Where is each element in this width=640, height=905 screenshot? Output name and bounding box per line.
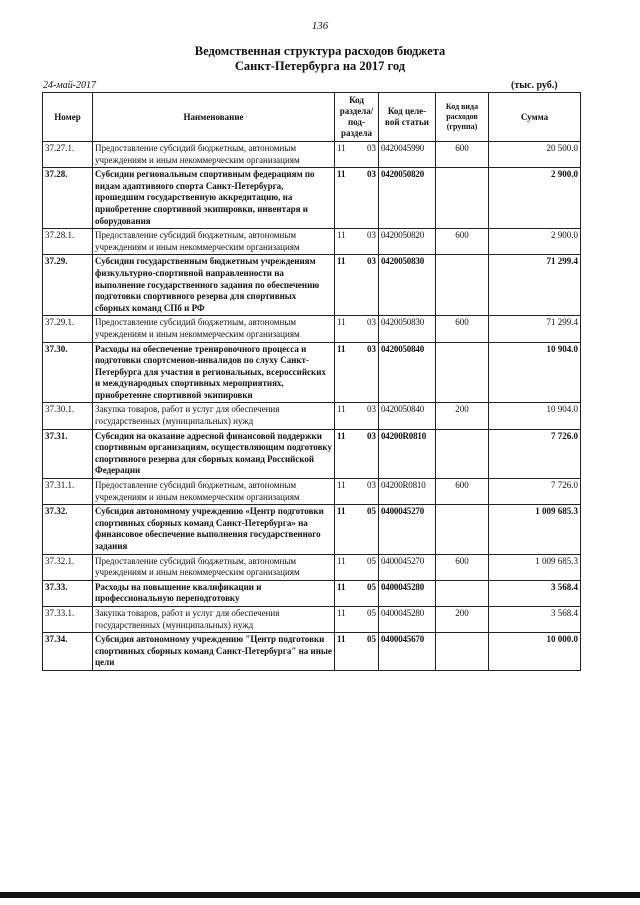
row-name: Субсидия на оказание адресной финансовой поддержки спортивным организациям, осуществляющим подготовку спортивного резерва для сборных команд Российской Федерации xyxy=(93,429,335,478)
row-name: Закупка товаров, работ и услуг для обеспечения государственных (муниципальных) нужд xyxy=(93,403,335,429)
row-name: Субсидии региональным спортивным федерациям по видам адаптивного спорта Санкт-Петербурга, прошедшим государственную аккредитацию, на приобретение спортивной экипировки, инвентаря и оборудования xyxy=(93,168,335,229)
row-section-code: 11 xyxy=(337,581,346,592)
table-row xyxy=(43,229,581,255)
row-kvr: 600 xyxy=(436,554,489,580)
row-number: 37.33.1. xyxy=(43,606,93,632)
row-section xyxy=(335,580,379,606)
row-sum: 20 500.0 xyxy=(489,142,581,168)
table-row xyxy=(43,479,581,505)
row-target-code: 0400045670 xyxy=(379,633,436,671)
title-line-2: Санкт-Петербурга на 2017 год xyxy=(234,59,406,73)
row-section-code: 11 xyxy=(337,607,346,618)
row-number: 37.32. xyxy=(43,505,93,554)
table-row xyxy=(43,606,581,632)
table-row xyxy=(43,554,581,580)
row-subsection-code: 03 xyxy=(367,230,376,241)
table-header-row xyxy=(43,93,581,142)
header-section: Код раздела/ под-раздела xyxy=(335,93,379,142)
row-kvr: 600 xyxy=(436,142,489,168)
row-subsection-code: 03 xyxy=(367,480,376,491)
row-section-code: 11 xyxy=(337,555,346,566)
row-number: 37.28. xyxy=(43,168,93,229)
row-section-code: 11 xyxy=(337,169,346,180)
row-target-code: 0420050840 xyxy=(379,342,436,403)
table-row xyxy=(43,316,581,342)
row-target-code: 0420050830 xyxy=(379,255,436,316)
row-number: 37.29. xyxy=(43,255,93,316)
units-label: (тыс. руб.) xyxy=(511,80,558,91)
header-kvr: Код вида расходов (группа) xyxy=(436,93,489,142)
row-number: 37.27.1. xyxy=(43,142,93,168)
row-subsection-code: 03 xyxy=(367,343,376,354)
row-section xyxy=(335,342,379,403)
row-sum: 71 299.4 xyxy=(489,316,581,342)
row-kvr xyxy=(436,342,489,403)
row-number: 37.29.1. xyxy=(43,316,93,342)
row-name: Предоставление субсидий бюджетным, автономным учреждениям и иным некоммерческим организациям xyxy=(93,554,335,580)
row-number: 37.34. xyxy=(43,633,93,671)
row-section xyxy=(335,606,379,632)
row-section-code: 11 xyxy=(337,343,346,354)
row-section xyxy=(335,403,379,429)
row-target-code: 0400045270 xyxy=(379,505,436,554)
row-name: Субсидия автономному учреждению «Центр подготовки спортивных сборных команд Санкт-Петербурга» на финансовое обеспечение выполнения государственного задания xyxy=(93,505,335,554)
row-subsection-code: 05 xyxy=(367,506,376,517)
table-row xyxy=(43,403,581,429)
document-date: 24-май-2017 xyxy=(43,80,97,91)
row-name: Субсидии государственным бюджетным учреждениям физкультурно-спортивной направленности на выполнение государственного задания по обеспечению подготовки спортивного резерва для спортивных сборных команд СПб и РФ xyxy=(93,255,335,316)
row-section-code: 11 xyxy=(337,230,346,241)
header-name: Наименование xyxy=(93,93,335,142)
row-section-code: 11 xyxy=(337,256,346,267)
document-title xyxy=(0,44,640,74)
row-target-code: 0400045270 xyxy=(379,554,436,580)
scan-bottom-edge xyxy=(0,892,640,898)
row-subsection-code: 03 xyxy=(367,256,376,267)
row-kvr xyxy=(436,505,489,554)
row-target-code: 0420050830 xyxy=(379,316,436,342)
row-subsection-code: 05 xyxy=(367,555,376,566)
row-kvr: 600 xyxy=(436,316,489,342)
row-number: 37.33. xyxy=(43,580,93,606)
row-number: 37.31. xyxy=(43,429,93,478)
row-section-code: 11 xyxy=(337,480,346,491)
table-row xyxy=(43,580,581,606)
row-target-code: 0400045280 xyxy=(379,606,436,632)
page-number: 136 xyxy=(311,20,329,32)
row-section-code: 11 xyxy=(337,430,346,441)
row-name: Предоставление субсидий бюджетным, автономным учреждениям и иным некоммерческим организациям xyxy=(93,479,335,505)
row-section xyxy=(335,429,379,478)
row-target-code: 0400045280 xyxy=(379,580,436,606)
row-kvr xyxy=(436,633,489,671)
row-section-code: 11 xyxy=(337,404,346,415)
table-row xyxy=(43,429,581,478)
row-name: Расходы на обеспечение тренировочного процесса и подготовки спортсменов-инвалидов по слуху Санкт-Петербурга для участия в региональных, всероссийских и международных спортивных мероприятиях, приобретение спортивной экипировки xyxy=(93,342,335,403)
row-sum: 10 904.0 xyxy=(489,342,581,403)
row-name: Закупка товаров, работ и услуг для обеспечения государственных (муниципальных) нужд xyxy=(93,606,335,632)
table-row xyxy=(43,633,581,671)
budget-table xyxy=(42,92,581,671)
row-section xyxy=(335,479,379,505)
row-section-code: 11 xyxy=(337,317,346,328)
row-name: Субсидия автономному учреждению "Центр подготовки спортивных сборных команд Санкт-Петербурга" на иные цели xyxy=(93,633,335,671)
row-name: Расходы на повышение квалификации и профессиональную переподготовку xyxy=(93,580,335,606)
row-section xyxy=(335,255,379,316)
row-sum: 2 900.0 xyxy=(489,229,581,255)
row-name: Предоставление субсидий бюджетным, автономным учреждениям и иным некоммерческим организациям xyxy=(93,142,335,168)
row-sum: 71 299.4 xyxy=(489,255,581,316)
row-section xyxy=(335,168,379,229)
row-target-code: 0420050840 xyxy=(379,403,436,429)
row-section xyxy=(335,633,379,671)
row-kvr xyxy=(436,429,489,478)
row-section-code: 11 xyxy=(337,506,346,517)
row-number: 37.30. xyxy=(43,342,93,403)
row-name: Предоставление субсидий бюджетным, автономным учреждениям и иным некоммерческим организациям xyxy=(93,229,335,255)
header-sum: Сумма xyxy=(489,93,581,142)
row-subsection-code: 05 xyxy=(367,581,376,592)
table-row xyxy=(43,342,581,403)
row-target-code: 04200R0810 xyxy=(379,479,436,505)
row-kvr: 200 xyxy=(436,606,489,632)
row-kvr xyxy=(436,168,489,229)
row-target-code: 0420050820 xyxy=(379,168,436,229)
header-target: Код целе-вой статьи xyxy=(379,93,436,142)
row-section-code: 11 xyxy=(337,634,346,645)
row-number: 37.32.1. xyxy=(43,554,93,580)
row-number: 37.30.1. xyxy=(43,403,93,429)
row-section xyxy=(335,505,379,554)
row-kvr xyxy=(436,255,489,316)
row-subsection-code: 05 xyxy=(367,634,376,645)
row-target-code: 0420045990 xyxy=(379,142,436,168)
row-kvr xyxy=(436,580,489,606)
row-target-code: 0420050820 xyxy=(379,229,436,255)
title-line-1: Ведомственная структура расходов бюджета xyxy=(194,44,446,58)
row-sum: 7 726.0 xyxy=(489,479,581,505)
row-kvr: 600 xyxy=(436,229,489,255)
row-subsection-code: 03 xyxy=(367,404,376,415)
table-row xyxy=(43,142,581,168)
row-subsection-code: 03 xyxy=(367,430,376,441)
row-name: Предоставление субсидий бюджетным, автономным учреждениям и иным некоммерческим организациям xyxy=(93,316,335,342)
row-sum: 3 568.4 xyxy=(489,580,581,606)
row-kvr: 600 xyxy=(436,479,489,505)
row-sum: 1 009 685.3 xyxy=(489,554,581,580)
row-section xyxy=(335,554,379,580)
row-target-code: 04200R0810 xyxy=(379,429,436,478)
row-sum: 1 009 685.3 xyxy=(489,505,581,554)
header-number: Номер xyxy=(43,93,93,142)
row-number: 37.31.1. xyxy=(43,479,93,505)
row-section xyxy=(335,316,379,342)
table-row xyxy=(43,255,581,316)
row-section xyxy=(335,142,379,168)
row-number: 37.28.1. xyxy=(43,229,93,255)
row-subsection-code: 05 xyxy=(367,607,376,618)
table-row xyxy=(43,168,581,229)
row-subsection-code: 03 xyxy=(367,169,376,180)
row-section xyxy=(335,229,379,255)
table-row xyxy=(43,505,581,554)
row-kvr: 200 xyxy=(436,403,489,429)
row-subsection-code: 03 xyxy=(367,317,376,328)
row-sum: 2 900.0 xyxy=(489,168,581,229)
row-sum: 10 000.0 xyxy=(489,633,581,671)
row-sum: 10 904.0 xyxy=(489,403,581,429)
row-sum: 3 568.4 xyxy=(489,606,581,632)
row-subsection-code: 03 xyxy=(367,143,376,153)
row-sum: 7 726.0 xyxy=(489,429,581,478)
row-section-code: 11 xyxy=(337,143,346,153)
